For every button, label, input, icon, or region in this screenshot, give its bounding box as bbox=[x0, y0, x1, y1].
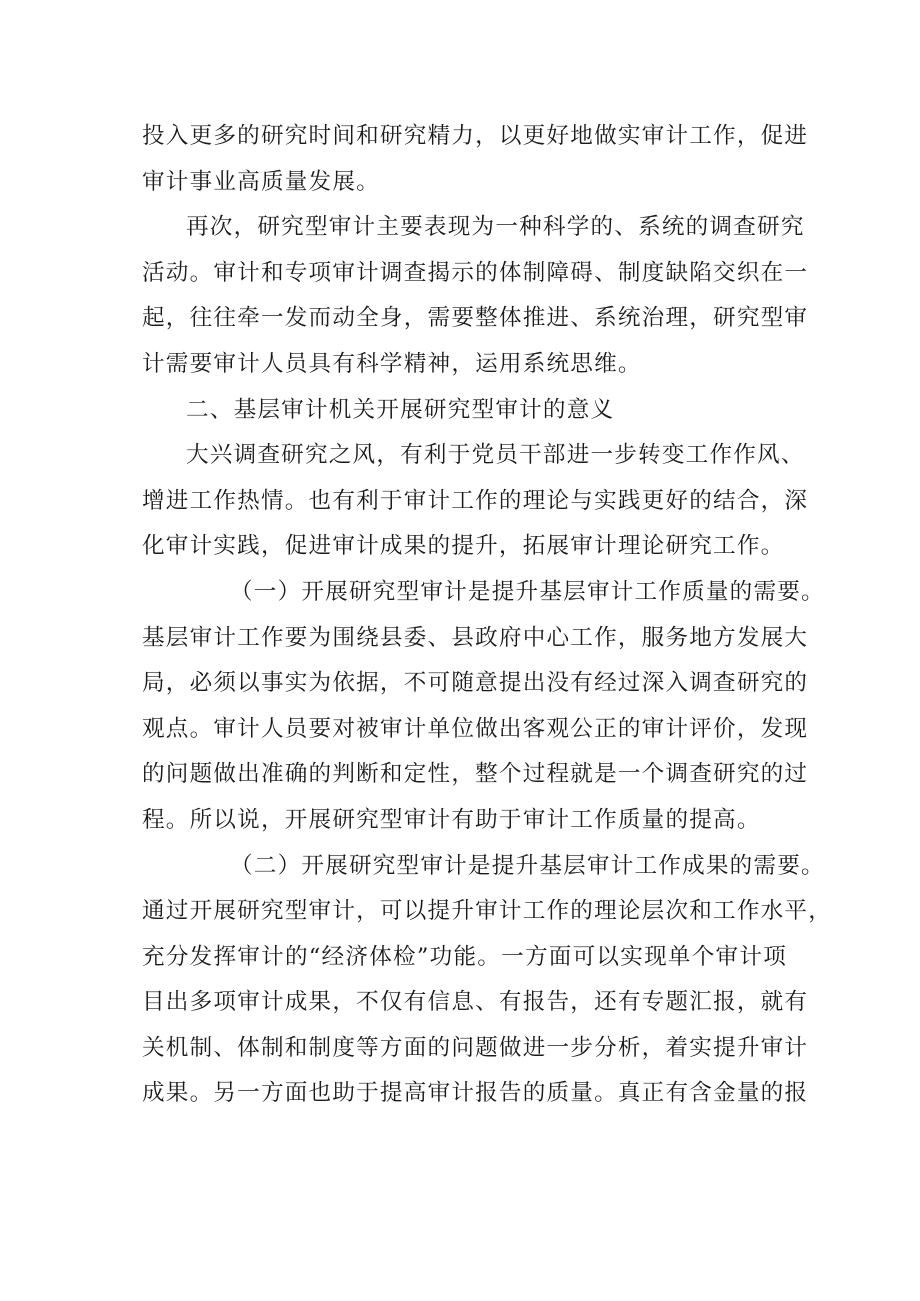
text-line: 局，必须以事实为依据，不可随意提出没有经过深入调查研究的 bbox=[142, 670, 809, 697]
text-line: 程。所以说，开展研究型审计有助于审计工作质量的提高。 bbox=[142, 806, 761, 833]
text-line: 大兴调查研究之风，有利于党员干部进一步转变工作作风、 bbox=[186, 442, 805, 469]
text-line: 投入更多的研究时间和研究精力，以更好地做实审计工作，促进 bbox=[142, 123, 809, 149]
section-heading: 二、基层审计机关开展研究型审计的意义 bbox=[186, 396, 615, 423]
text-line: 的问题做出准确的判断和定性，整个过程就是一个调查研究的过 bbox=[142, 761, 809, 788]
text-line: 关机制、体制和制度等方面的问题做进一步分析，着实提升审计 bbox=[142, 1034, 809, 1061]
text-line: 计需要审计人员具有科学精神，运用系统思维。 bbox=[142, 350, 642, 377]
text-line: 通过开展研究型审计，可以提升审计工作的理论层次和工作水平， bbox=[142, 898, 833, 925]
text-line: 起，往往牵一发而动全身，需要整体推进、系统治理，研究型审 bbox=[142, 305, 809, 332]
text-line: 活动。审计和专项审计调查揭示的体制障碍、制度缺陷交织在一 bbox=[142, 259, 809, 286]
subsection-heading-line: （二）开展研究型审计是提升基层审计工作成果的需要。 bbox=[230, 852, 825, 879]
text-line: 化审计实践，促进审计成果的提升，拓展审计理论研究工作。 bbox=[142, 533, 785, 560]
text-line: 审计事业高质量发展。 bbox=[142, 168, 380, 195]
text-line: 观点。审计人员要对被审计单位做出客观公正的审计评价，发现 bbox=[142, 715, 809, 742]
text-line: 成果。另一方面也助于提高审计报告的质量。真正有含金量的报 bbox=[142, 1080, 809, 1107]
text-line: 再次，研究型审计主要表现为一种科学的、系统的调查研究 bbox=[186, 214, 805, 241]
text-line: 增进工作热情。也有利于审计工作的理论与实践更好的结合，深 bbox=[142, 487, 809, 514]
text-line: 目出多项审计成果，不仅有信息、有报告，还有专题汇报，就有 bbox=[142, 989, 809, 1016]
subsection-heading-line: （一）开展研究型审计是提升基层审计工作质量的需要。 bbox=[230, 578, 825, 605]
body-text bbox=[142, 114, 833, 1117]
text-line: 基层审计工作要为围绕县委、县政府中心工作，服务地方发展大 bbox=[142, 624, 809, 651]
text-line: 充分发挥审计的“经济体检”功能。一方面可以实现单个审计项 bbox=[142, 943, 787, 970]
